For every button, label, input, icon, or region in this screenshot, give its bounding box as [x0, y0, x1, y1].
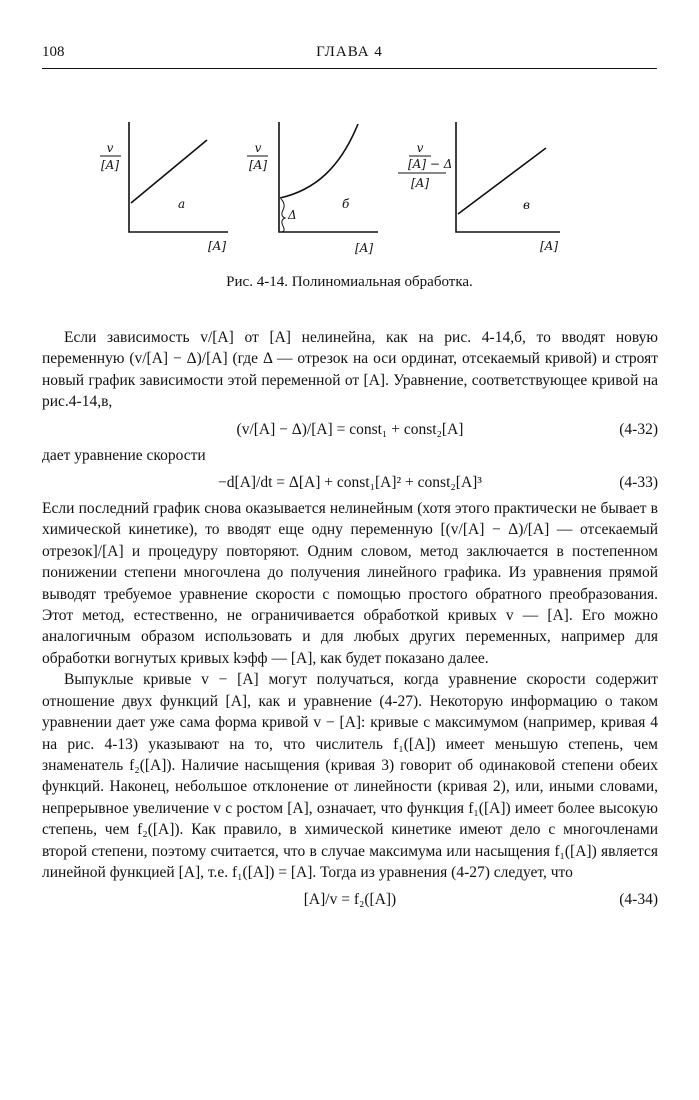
panel-a-label: а — [178, 197, 186, 211]
equation-4-32-formula: (v/[A] − Δ)/[A] = const₁ + const₂[A] — [236, 420, 464, 438]
panel-b-y-num: v — [254, 141, 262, 155]
panel-b-y-den: [A] — [248, 158, 268, 172]
equation-4-34 — [42, 883, 658, 915]
panel-a-x-label: [A] — [208, 239, 227, 253]
equation-4-32-number: (4-32) — [619, 420, 658, 438]
panel-b-curve — [280, 124, 358, 198]
chapter-title: ГЛАВА 4 — [316, 44, 383, 60]
panel-b-label: б — [342, 197, 350, 211]
panel-a-line — [131, 140, 207, 203]
equation-4-32 — [42, 413, 658, 445]
paragraph-3: Если последний график снова оказывается нелинейным (хотя этого практически не бывает в химической кинетике), то вводят еще одну переменную [(v/[A] − Δ)/[A] — отсекаемый отрезок]/[A] и процедуру повторяют. Одним словом, метод заключается в постепенном понижении степени многочлена до получения линейного графика. Из уравнения прямой выводят требуемое уравнение скорости с помощью простого обратного преобразования. Этот метод, естественно, не ограничивается обработкой кривых v — [A]. Его можно аналогичным образом использовать и для любых других переменных, например для обработки вогнутых кривых kэфф — [A], как будет показано далее. — [42, 500, 658, 667]
paragraph-1: Если зависимость v/[A] от [A] нелинейна, как на рис. 4-14,б, то вводят новую переменную (v/[A] − Δ)/[A] (где Δ — отрезок на оси ординат, отсекаемый кривой) и строят новый график зависимости этой переменной от [A]. Уравнение, соответствующее кривой на рис.4-14,в, — [42, 329, 658, 411]
panel-c-label: в — [523, 198, 530, 212]
panel-a-y-den: [A] — [100, 158, 120, 172]
body-text — [42, 327, 658, 915]
panel-b-delta-brace — [281, 199, 285, 232]
panel-b-delta: Δ — [288, 208, 297, 222]
page-header — [42, 44, 657, 66]
panel-c — [398, 122, 560, 253]
equation-4-34-number: (4-34) — [619, 891, 658, 909]
panel-c-y-den: [A] — [410, 176, 430, 190]
panel-a — [100, 122, 228, 253]
panel-c-y-num: v — [416, 141, 424, 155]
panel-a-y-num: v — [106, 141, 114, 155]
equation-4-33 — [42, 466, 658, 498]
panel-c-x-label: [A] — [540, 239, 559, 253]
figure-4-14 — [0, 110, 699, 270]
header-rule — [42, 68, 657, 69]
equation-4-33-number: (4-33) — [619, 474, 658, 492]
panel-c-line — [458, 148, 546, 214]
equation-4-33-formula: −d[A]/dt = Δ[A] + const₁[A]² + const₂[A]³ — [218, 474, 482, 492]
panel-c-y-den-delta: [A] − Δ — [408, 157, 453, 171]
page-number: 108 — [42, 44, 65, 60]
figure-caption: Рис. 4-14. Полиномиальная обработка. — [226, 274, 473, 290]
paragraph-2: дает уравнение скорости — [42, 446, 206, 464]
panel-a-axes — [129, 122, 228, 232]
paragraph-4: Выпуклые кривые v − [A] могут получаться, когда уравнение скорости содержит отношение двух функций [A], как и уравнение (4-27). Некоторую информацию о таком уравнении дает уже сама форма кривой v − [A]: кривые с максимумом (например, кривая 4 на рис. 4-13) указывают на то, что числитель f₁([A]) имеет меньшую степень, чем знаменатель f₂([A]). Наличие насыщения (кривая 3) говорит об одинаковой степени обеих функций. Наконец, небольшое отклонение от линейности (кривая 2), или, иными словами, непрерывное увеличение v с ростом [A], означает, что функция f₁([A]) имеет более высокую степень, чем f₂([A]). Как правило, в химической кинетике имеют дело с многочленами второй степени, поэтому считается, что в случае максимума или насыщения f₁([A]) является линейной функцией [A], т.е. f₁([A]) = [A]. Тогда из уравнения (4-27) следует, что — [42, 671, 658, 881]
panel-b — [247, 122, 378, 255]
panel-b-x-label: [A] — [355, 241, 374, 255]
equation-4-34-formula: [A]/v = f₂([A]) — [303, 891, 397, 909]
